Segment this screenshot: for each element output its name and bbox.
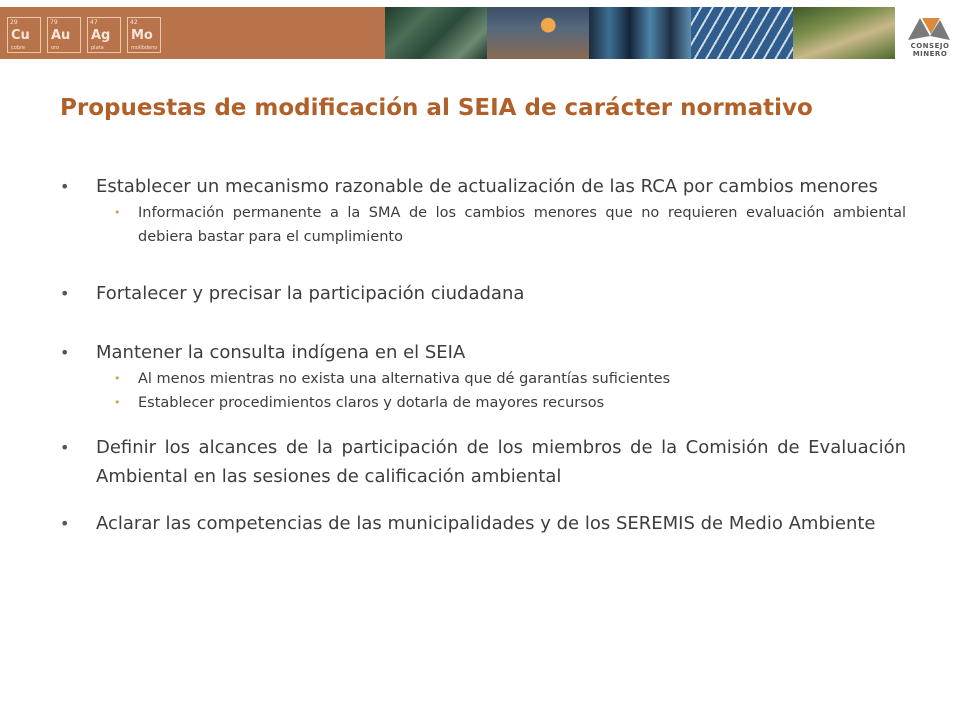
sub-bullet-dot-icon: • bbox=[114, 206, 121, 219]
bullet-dot-icon: • bbox=[60, 177, 70, 196]
bullet-item: • Mantener la consulta indígena en el SEIA bbox=[60, 338, 906, 367]
sub-bullet-item: • Establecer procedimientos claros y dotarla de mayores recursos bbox=[60, 391, 906, 415]
bullet-item: • Aclarar las competencias de las municipalidades y de los SEREMIS de Medio Ambiente bbox=[60, 509, 906, 538]
bullet-dot-icon: • bbox=[60, 514, 70, 533]
sub-bullet-dot-icon: • bbox=[114, 396, 121, 409]
sub-bullet-item: • Al menos mientras no exista una alternativa que dé garantías suficientes bbox=[60, 367, 906, 391]
sub-bullet-item: • Información permanente a la SMA de los cambios menores que no requieren evaluación ambiental debiera bastar para el cumplimiento bbox=[60, 201, 906, 249]
photo-plants bbox=[385, 7, 487, 59]
logo-wordmark: CONSEJO MINERO bbox=[910, 42, 950, 58]
bullet-list bbox=[60, 172, 906, 538]
bullet-item: • Fortalecer y precisar la participación ciudadana bbox=[60, 279, 906, 308]
bullet-item: • Establecer un mecanismo razonable de actualización de las RCA por cambios menores bbox=[60, 172, 906, 201]
sub-bullet-dot-icon: • bbox=[114, 372, 121, 385]
bullet-item: • Definir los alcances de la participación de los miembros de la Comisión de Evaluación Ambiental en las sesiones de calificación ambiental bbox=[60, 433, 906, 491]
element-tile-cu: 29 Cu cobre bbox=[7, 17, 41, 53]
header-photo-strip bbox=[385, 7, 895, 59]
header-banner bbox=[0, 0, 960, 62]
photo-landscape bbox=[793, 7, 895, 59]
photo-worker bbox=[487, 7, 589, 59]
element-tile-mo: 42 Mo molibdeno bbox=[127, 17, 161, 53]
bullet-dot-icon: • bbox=[60, 284, 70, 303]
element-tiles-strip bbox=[0, 7, 385, 59]
element-tile-ag: 47 Ag plata bbox=[87, 17, 121, 53]
bullet-dot-icon: • bbox=[60, 343, 70, 362]
photo-solar-panels bbox=[691, 7, 793, 59]
bullet-dot-icon: • bbox=[60, 438, 70, 457]
photo-control-room bbox=[589, 7, 691, 59]
element-tile-au: 79 Au oro bbox=[47, 17, 81, 53]
slide-title: Propuestas de modificación al SEIA de carácter normativo bbox=[60, 95, 813, 121]
